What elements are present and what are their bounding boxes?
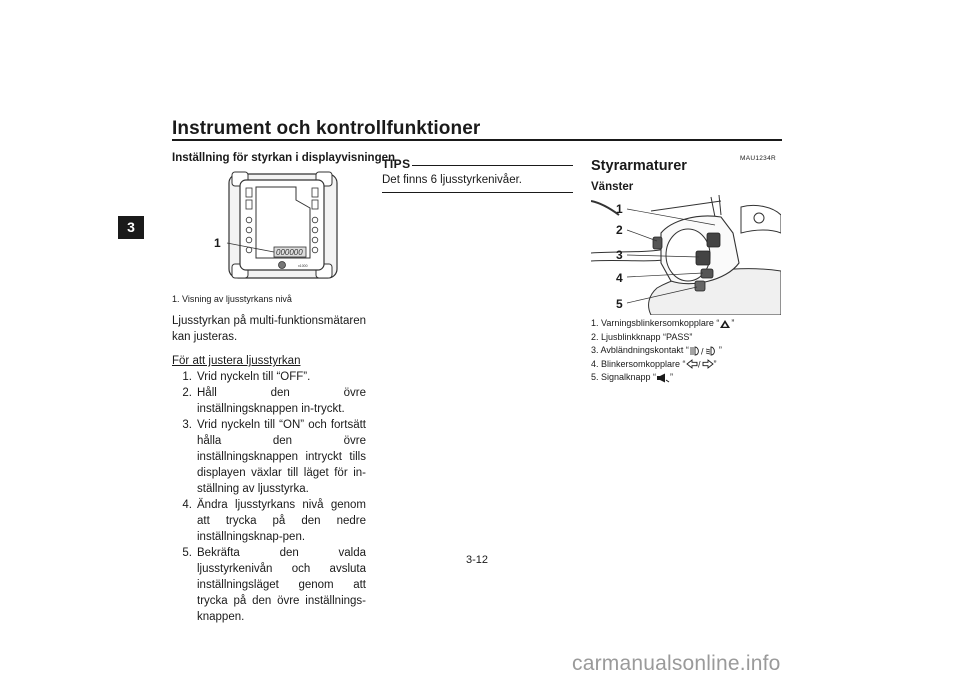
step-item [172, 369, 366, 385]
legend-text: 2. Ljusblinkknapp “PASS” [591, 331, 693, 342]
left-handlebar-switch-illustration [591, 193, 781, 315]
legend-suffix: ” [670, 372, 674, 382]
step-number: 3. [182, 419, 192, 431]
step-item [172, 545, 366, 625]
callout-2: 2 [616, 223, 623, 237]
step-item [172, 385, 366, 417]
step-text: Vrid nyckeln till “ON” och fortsätt hålla den övre inställningsknappen intryckt tills displayen växlar till läget för in-ställning av ljusstyrka. [197, 419, 366, 495]
step-text: Bekräfta den valda ljusstyrkenivån och avsluta inställningsläget genom att trycka på den övre inställnings-knappen. [197, 547, 366, 623]
legend-item [591, 317, 734, 331]
header-divider [172, 139, 782, 141]
multifunction-meter-illustration [212, 170, 342, 282]
section-title: Styrarmaturer [591, 158, 687, 174]
legend-item [591, 358, 734, 372]
procedure-steps [172, 369, 366, 625]
high-low-beam-icon [689, 346, 719, 356]
tips-label: TIPS [382, 157, 411, 171]
page-title: Instrument och kontrollfunktioner [172, 118, 481, 139]
procedure-title: För att justera ljusstyrkan [172, 355, 301, 367]
turn-signal-icon [686, 359, 714, 369]
horn-icon [656, 373, 670, 383]
meter-digits: 000000 [276, 248, 303, 257]
svg-text:/: / [697, 359, 701, 370]
reference-code: MAU1234R [740, 155, 776, 162]
step-number: 4. [182, 499, 192, 511]
figure-caption: 1. Visning av ljusstyrkans nivå [172, 294, 292, 304]
unit-label: x1000 [298, 264, 308, 268]
step-number: 5. [182, 547, 192, 559]
step-item [172, 417, 366, 497]
legend-suffix: ” [731, 318, 735, 328]
legend-item [591, 344, 734, 358]
legend-item [591, 371, 734, 385]
tips-text: Det finns 6 ljusstyrkenivåer. [382, 174, 522, 186]
step-text: Håll den övre inställningsknappen in-tryckt. [197, 387, 366, 415]
step-text: Vrid nyckeln till “OFF”. [197, 371, 311, 383]
page-number: 3-12 [466, 554, 489, 566]
step-item [172, 497, 366, 545]
intro-paragraph: Ljusstyrkan på multi-funktionsmätaren kan justeras. [172, 315, 366, 343]
legend-text: 3. Avbländningskontakt “ [591, 345, 689, 355]
legend-item [591, 331, 734, 345]
legend-text: 1. Varningsblinkersomkopplare “ [591, 318, 720, 328]
step-number: 1. [182, 371, 192, 383]
tips-bottom-rule [382, 192, 573, 193]
handlebar-figure [591, 193, 781, 320]
legend-text: 4. Blinkersomkopplare “ [591, 358, 686, 369]
callout-5: 5 [616, 297, 623, 311]
step-number: 2. [182, 387, 192, 399]
step-text: Ändra ljusstyrkans nivå genom att trycka på den nedre inställningsknap-pen. [197, 499, 366, 543]
section-heading-brightness: Inställning för styrkan i displayvisningen [172, 152, 396, 164]
watermark: carmanualsonline.info [572, 652, 781, 675]
legend-text: 5. Signalknapp “ [591, 372, 657, 382]
subsection-title: Vänster [591, 181, 634, 193]
callout-1: 1 [616, 202, 623, 216]
instrument-figure [212, 170, 342, 287]
hazard-warning-icon [719, 319, 731, 329]
figure-legend [591, 317, 734, 385]
callout-1: 1 [214, 236, 221, 250]
chapter-tab: 3 [118, 216, 144, 239]
tips-top-rule [412, 165, 573, 166]
legend-suffix: ” [718, 345, 722, 355]
legend-suffix: ” [713, 358, 717, 369]
callout-4: 4 [616, 271, 623, 285]
callout-3: 3 [616, 248, 623, 262]
svg-text:/: / [700, 346, 704, 356]
